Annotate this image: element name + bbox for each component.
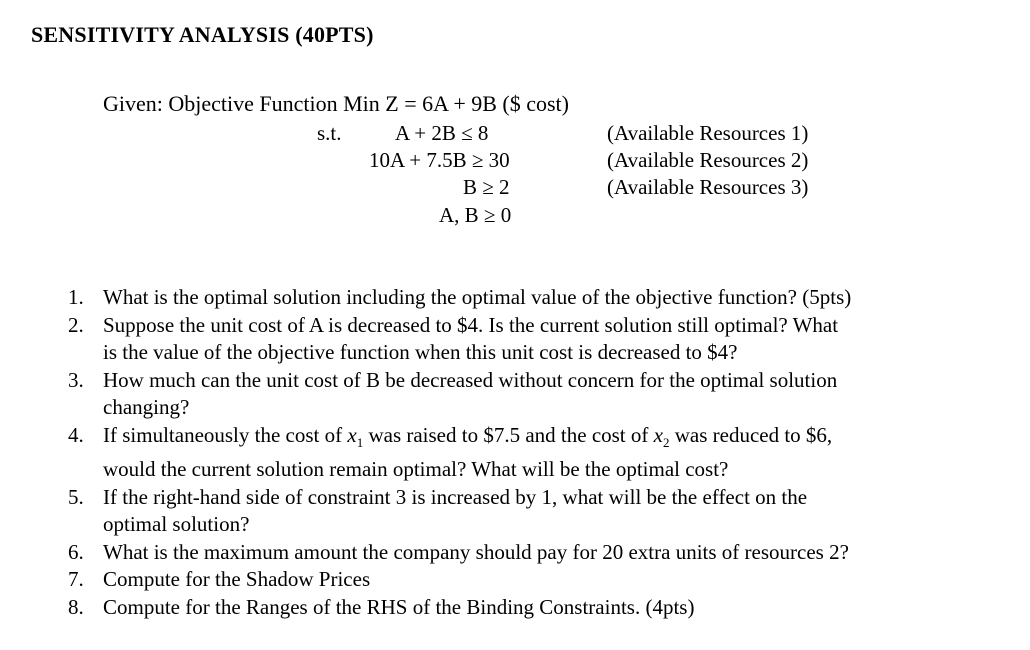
question-text [103,422,980,457]
question-text: Compute for the Ranges of the RHS of the Binding Constraints. (4pts) [103,594,695,619]
objective-function: Given: Objective Function Min Z = 6A + 9B ($ cost) [103,91,569,116]
constraint-1: A + 2B ≤ 8 [395,121,489,145]
question-number: 7. [68,567,84,592]
question-number: 4. [68,422,84,447]
question-7 [60,566,980,594]
subject-to-label: s.t. [317,121,342,145]
resource-label-2: (Available Resources 2) [607,148,809,172]
question-number: 6. [68,539,84,564]
question-text: What is the optimal solution including the optimal value of the objective function? (5pts) [103,285,852,309]
question-number: 8. [68,594,84,619]
question-text-part: was raised to $7.5 and the cost of [363,422,654,447]
question-number: 1. [68,285,84,309]
question-8 [60,594,980,622]
question-text: What is the maximum amount the company should pay for 20 extra units of resources 2? [103,539,849,564]
question-text-part: If simultaneously the cost of [103,422,348,447]
page-title: SENSITIVITY ANALYSIS (40PTS) [31,22,374,47]
question-text: changing? [103,395,190,419]
question-text: If the right-hand side of constraint 3 is increased by 1, what will be the effect on the [103,484,808,509]
question-text: Suppose the unit cost of A is decreased to $4. Is the current solution still optimal? What [103,312,839,337]
question-text: would the current solution remain optimal? What will be the optimal cost? [103,457,729,482]
non-negativity-constraint: A, B ≥ 0 [439,203,512,227]
question-4 [60,422,980,484]
resource-label-1: (Available Resources 1) [607,121,809,145]
question-text: is the value of the objective function when this unit cost is decreased to $4? [103,340,738,364]
question-1 [60,284,980,312]
subscript-1: 1 [356,434,364,450]
variable-x2: x [653,422,663,447]
question-3 [60,367,980,422]
question-list [60,284,980,621]
variable-x1: x [347,422,357,447]
question-number: 2. [68,312,84,337]
constraint-2: 10A + 7.5B ≥ 30 [369,148,510,172]
question-number: 5. [68,484,84,509]
question-text: optimal solution? [103,512,250,537]
resource-label-3: (Available Resources 3) [607,175,809,199]
question-5 [60,484,980,539]
question-text: Compute for the Shadow Prices [103,567,371,592]
question-text-part: was reduced to $6, [669,422,833,447]
question-number: 3. [68,367,84,392]
question-2 [60,312,980,367]
constraint-3: B ≥ 2 [463,175,510,199]
question-6 [60,539,980,567]
subscript-2: 2 [662,434,670,450]
question-text: How much can the unit cost of B be decreased without concern for the optimal solution [103,367,838,392]
